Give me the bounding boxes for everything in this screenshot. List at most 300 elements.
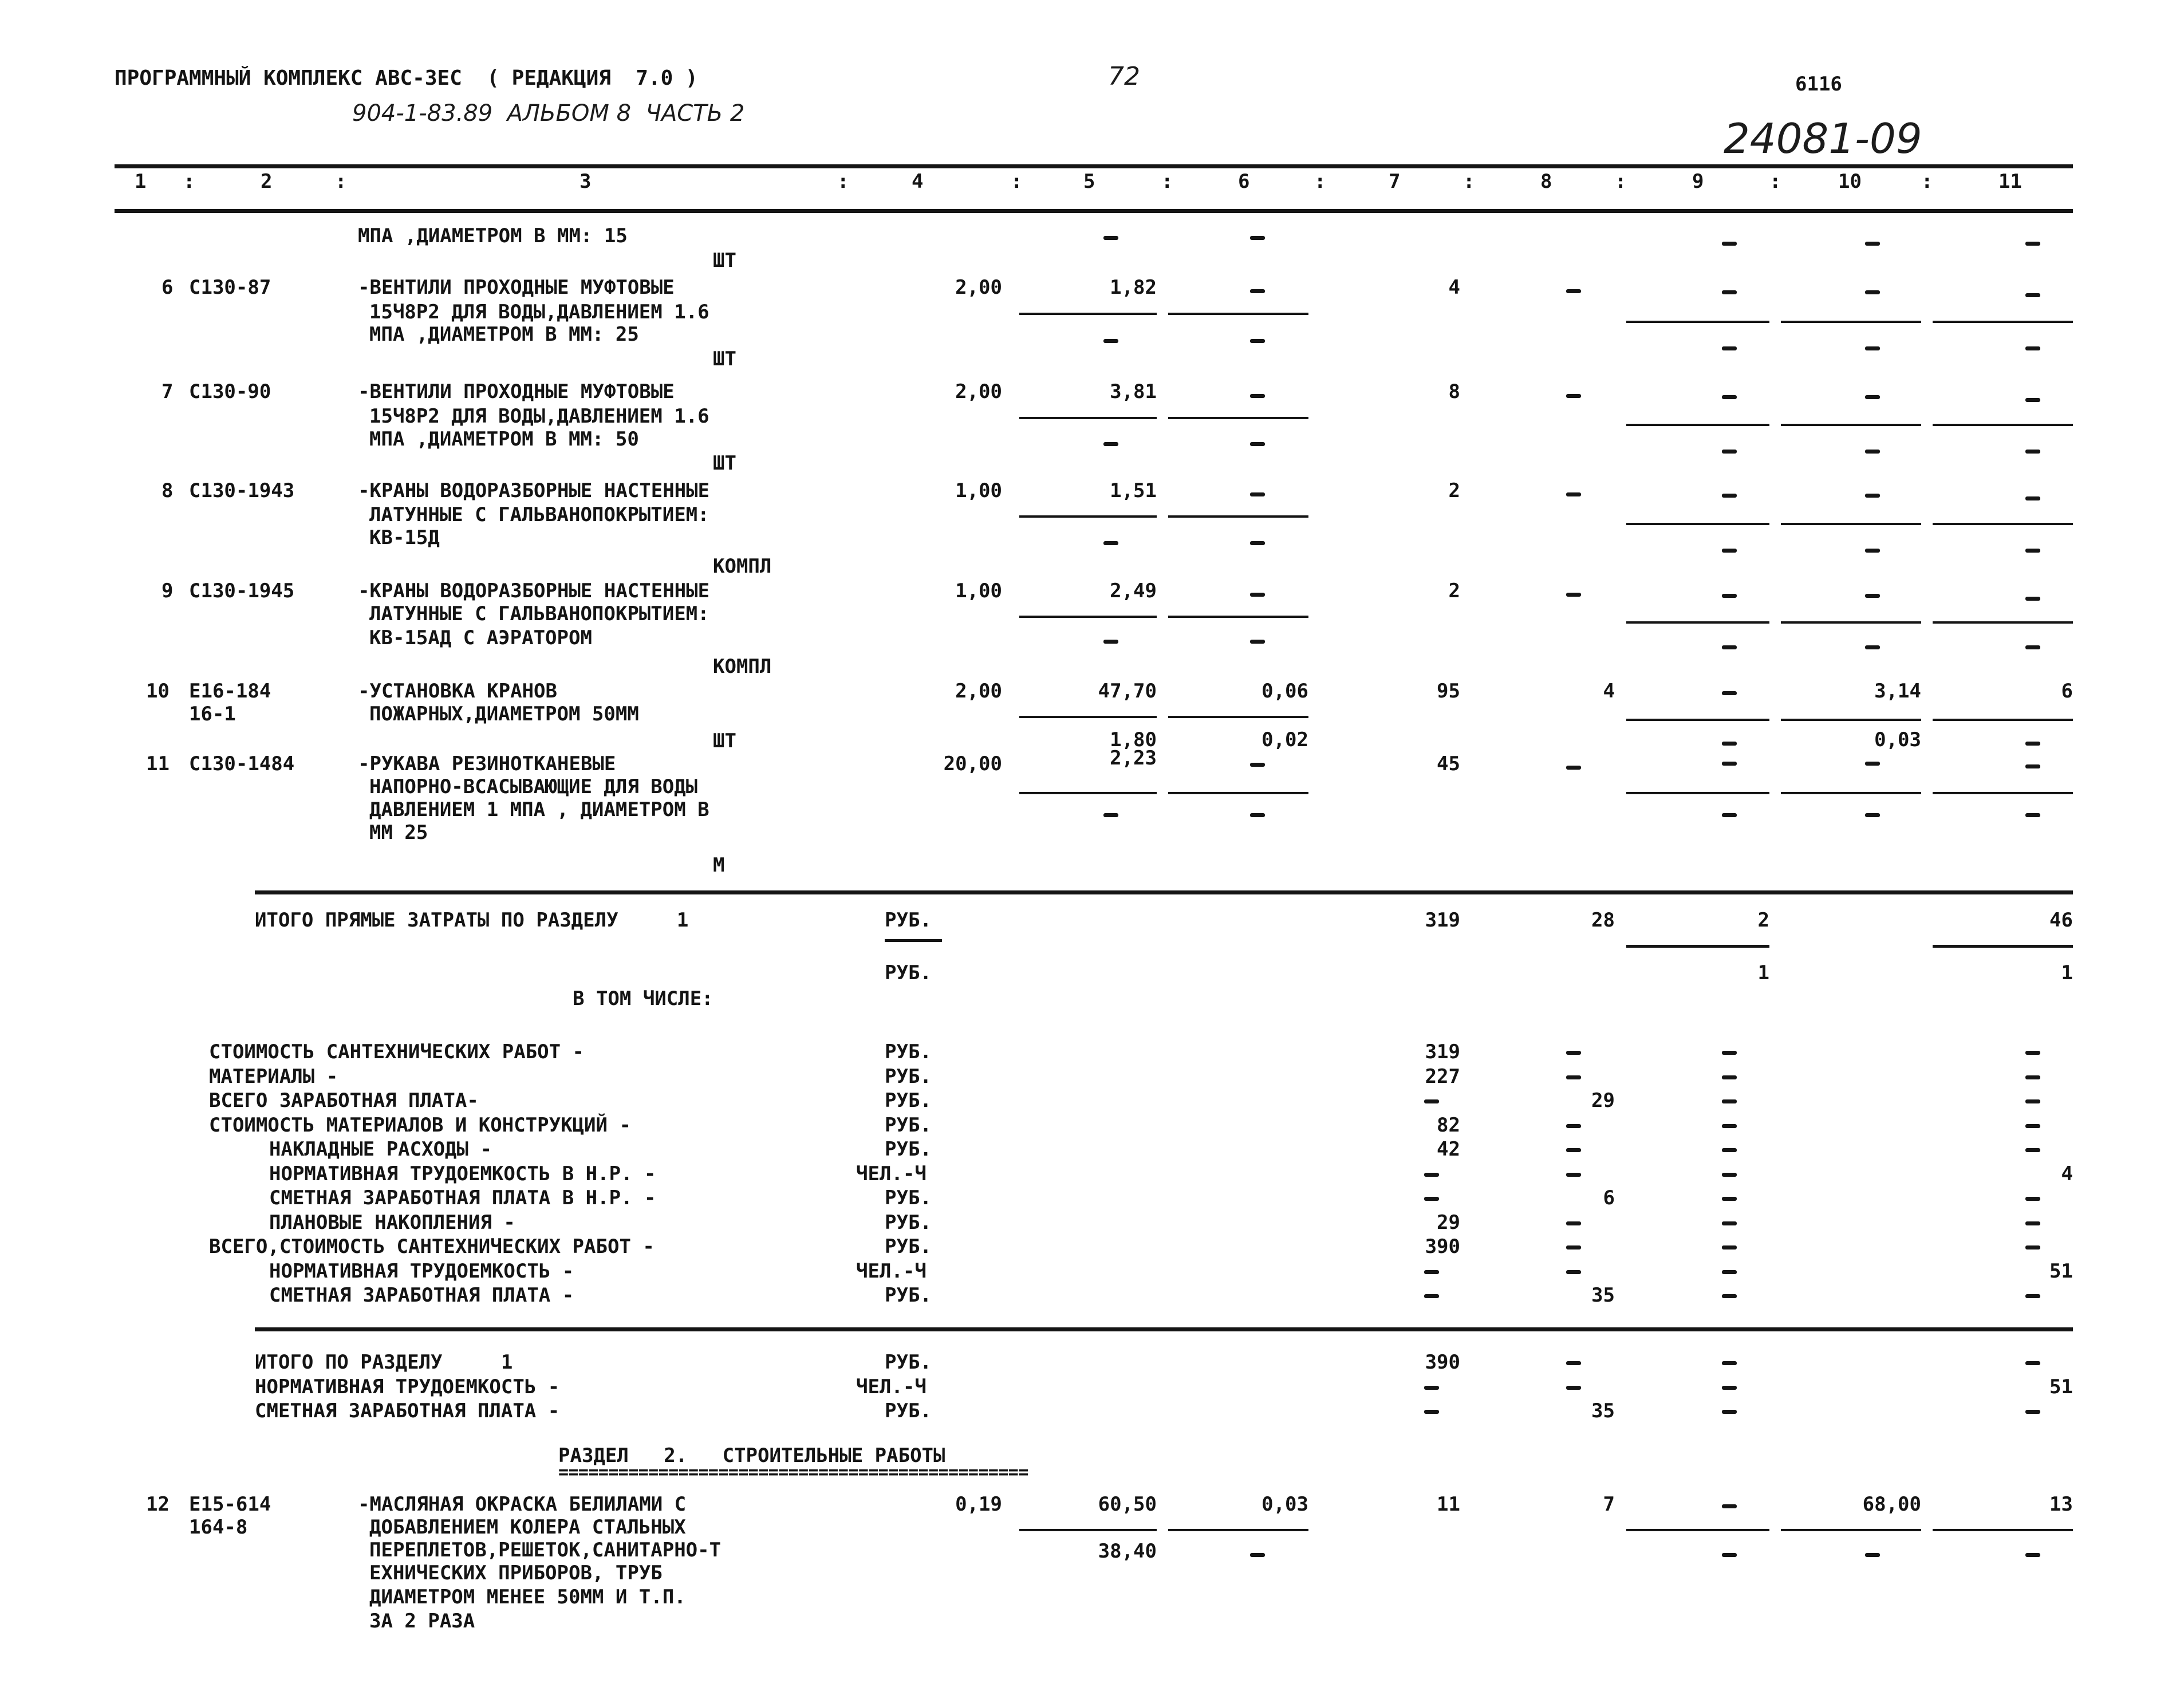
cell-col11: 46 — [2049, 909, 2073, 932]
dash — [1722, 549, 1737, 553]
summary-unit: РУБ. — [885, 1211, 932, 1234]
dash — [1566, 1245, 1581, 1249]
album-note: 904-1-83.89 АЛЬБОМ 8 ЧАСТЬ 2 — [352, 100, 745, 127]
cell-col7: 227 — [1425, 1065, 1460, 1088]
summary-unit: ЧЕЛ.-Ч — [856, 1259, 927, 1283]
rule — [1626, 321, 1769, 323]
rule — [1019, 313, 1157, 315]
dash — [2025, 597, 2040, 601]
dash — [2025, 242, 2040, 246]
dash — [1722, 242, 1737, 246]
rule — [1626, 945, 1769, 948]
row-code: Е15-614 — [189, 1493, 271, 1516]
dash — [1722, 1173, 1737, 1177]
rule — [1168, 716, 1308, 718]
column-header-9: 9 — [1692, 170, 1704, 193]
dash — [1424, 1173, 1439, 1177]
dash — [1566, 766, 1581, 770]
dash — [1566, 1075, 1581, 1079]
cell-col7: 2 — [1448, 580, 1460, 602]
row-description: ПЕРЕПЛЕТОВ,РЕШЕТОК,САНИТАРНО-Т — [369, 1539, 722, 1562]
row-description: МПА ,ДИАМЕТРОМ В ММ: 25 — [369, 323, 639, 346]
dash — [1865, 290, 1880, 294]
row-description: КВ-15Д — [369, 526, 440, 549]
cell-col7: 4 — [1448, 276, 1460, 299]
dash — [1722, 1221, 1737, 1225]
dash — [1865, 645, 1880, 649]
cell-col7: 390 — [1425, 1351, 1460, 1374]
dash — [1722, 691, 1737, 695]
rule — [1933, 523, 2073, 525]
row-description: МПА ,ДИАМЕТРОМ В ММ: 15 — [358, 224, 628, 247]
summary-unit: РУБ. — [885, 1138, 932, 1161]
cell-col5-secondary: 38,40 — [1098, 1540, 1157, 1563]
dash — [1250, 813, 1265, 817]
summary-label: МАТЕРИАЛЫ - — [209, 1065, 338, 1088]
column-separator: : — [837, 170, 849, 193]
dash — [2025, 742, 2040, 746]
summary-label: ИТОГО ПО РАЗДЕЛУ 1 — [255, 1351, 513, 1374]
dash — [1865, 242, 1880, 246]
row-unit: ШТ — [713, 452, 736, 475]
row-description: ДАВЛЕНИЕМ 1 МПА , ДИАМЕТРОМ В — [369, 798, 709, 821]
dash — [1722, 1361, 1737, 1365]
row-number: 10 — [146, 680, 169, 703]
dash — [1250, 339, 1265, 343]
row-number: 7 — [161, 380, 174, 403]
rule — [1781, 719, 1921, 721]
column-separator: : — [1161, 170, 1173, 193]
dash — [1722, 813, 1737, 817]
dash — [1722, 1270, 1737, 1274]
cell-col8: 4 — [1603, 680, 1615, 703]
summary-label: СТОИМОСТЬ САНТЕХНИЧЕСКИХ РАБОТ - — [209, 1040, 585, 1063]
row-quantity: 1,00 — [955, 580, 1002, 602]
row-description: ЛАТУННЫЕ С ГАЛЬВАНОПОКРЫТИЕМ: — [369, 503, 709, 526]
rule — [1019, 515, 1157, 518]
dash — [1722, 1051, 1737, 1055]
dash — [1722, 1294, 1737, 1298]
row-description: ЕХНИЧЕСКИХ ПРИБОРОВ, ТРУБ — [369, 1562, 663, 1584]
row-description: ДОБАВЛЕНИЕМ КОЛЕРА СТАЛЬНЫХ — [369, 1516, 686, 1539]
cell-col7: 82 — [1437, 1113, 1460, 1137]
dash — [1424, 1270, 1439, 1274]
summary-unit: РУБ. — [885, 1400, 932, 1422]
rule — [1168, 417, 1308, 419]
rule — [1781, 621, 1921, 624]
row-number: 12 — [146, 1493, 169, 1516]
summary-label: НОРМАТИВНАЯ ТРУДОЕМКОСТЬ В Н.Р. - — [269, 1162, 656, 1185]
summary-unit: РУБ. — [885, 1235, 932, 1258]
cell-col11: 4 — [2061, 1162, 2073, 1185]
row-description: НАПОРНО-ВСАСЫВАЮЩИЕ ДЛЯ ВОДЫ — [369, 775, 698, 798]
dash — [2025, 1148, 2040, 1152]
dash — [2025, 645, 2040, 649]
rule — [1626, 719, 1769, 721]
column-separator: : — [335, 170, 347, 193]
dash — [1250, 593, 1265, 597]
row-code: С130-90 — [189, 380, 271, 403]
cell-col7: 319 — [1425, 909, 1460, 932]
row-quantity: 2,00 — [955, 680, 1002, 703]
cell-col8: 28 — [1591, 909, 1615, 932]
dash — [2025, 1075, 2040, 1079]
row-number: 6 — [161, 276, 174, 299]
dash — [1722, 1197, 1737, 1201]
dash — [1103, 339, 1118, 343]
rule — [1019, 1529, 1157, 1531]
row-number: 8 — [161, 479, 174, 502]
dash — [1865, 762, 1880, 766]
dash — [2025, 1221, 2040, 1225]
dash — [1722, 762, 1737, 766]
cell-col11: 13 — [2049, 1493, 2073, 1516]
dash — [2025, 293, 2040, 297]
column-separator: : — [1011, 170, 1023, 193]
column-header-6: 6 — [1238, 170, 1250, 193]
summary-label: СМЕТНАЯ ЗАРАБОТНАЯ ПЛАТА - — [269, 1284, 574, 1307]
dash — [1566, 492, 1581, 496]
cell-col7: 45 — [1437, 752, 1460, 775]
row-description: МПА ,ДИАМЕТРОМ В ММ: 50 — [369, 428, 639, 451]
cell-col7: 11 — [1437, 1493, 1460, 1516]
dash — [1722, 494, 1737, 498]
dash — [2025, 1051, 2040, 1055]
rule — [1781, 523, 1921, 525]
cell-col7: 42 — [1437, 1138, 1460, 1161]
rule — [1019, 616, 1157, 618]
row-code-secondary: 16-1 — [189, 703, 236, 726]
summary-label: ВСЕГО ЗАРАБОТНАЯ ПЛАТА- — [209, 1089, 479, 1112]
summary-label: НАКЛАДНЫЕ РАСХОДЫ - — [269, 1138, 492, 1161]
dash — [1250, 492, 1265, 496]
row-quantity: 1,00 — [955, 479, 1002, 502]
rule — [1781, 1529, 1921, 1531]
dash — [1250, 763, 1265, 767]
row-unit: КОМПЛ — [713, 655, 772, 678]
rule — [1933, 719, 2073, 721]
row-quantity: 0,19 — [955, 1493, 1002, 1516]
dash — [1722, 645, 1737, 649]
cell-col5: 1,82 — [1110, 276, 1157, 299]
row-code: С130-1484 — [189, 752, 295, 775]
rule — [1168, 1529, 1308, 1531]
dash — [1566, 1124, 1581, 1128]
column-header-5: 5 — [1083, 170, 1095, 193]
dash — [1566, 1173, 1581, 1177]
rule — [1168, 616, 1308, 618]
column-separator: : — [1615, 170, 1627, 193]
column-separator: : — [1921, 170, 1933, 193]
cell-col5: 60,50 — [1098, 1493, 1157, 1516]
dash — [1566, 1270, 1581, 1274]
dash — [1566, 289, 1581, 293]
dash — [1250, 1553, 1265, 1557]
dash — [1865, 1553, 1880, 1557]
dash — [1722, 1075, 1737, 1079]
dash — [2025, 1197, 2040, 1201]
rule — [1933, 621, 2073, 624]
total-unit: РУБ. — [885, 961, 932, 984]
dash — [1722, 1124, 1737, 1128]
dash — [1566, 1051, 1581, 1055]
row-unit: М — [713, 854, 725, 877]
rule — [1168, 792, 1308, 794]
dash — [2025, 764, 2040, 768]
summary-unit: РУБ. — [885, 1187, 932, 1209]
rule — [1781, 792, 1921, 794]
row-number: 11 — [146, 752, 169, 775]
rule — [1019, 716, 1157, 718]
row-code: Е16-184 — [189, 680, 271, 703]
dash — [2025, 1294, 2040, 1298]
dash — [2025, 496, 2040, 500]
total-unit: РУБ. — [885, 909, 932, 932]
summary-label: НОРМАТИВНАЯ ТРУДОЕМКОСТЬ - — [255, 1375, 560, 1398]
dash — [1722, 1386, 1737, 1390]
dash — [2025, 1099, 2040, 1103]
program-title: ПРОГРАММНЫЙ КОМПЛЕКС АВС-3ЕС ( РЕДАКЦИЯ 7.0 ) — [115, 66, 698, 90]
dash — [1250, 394, 1265, 398]
dash — [1250, 236, 1265, 240]
summary-unit: РУБ. — [885, 1040, 932, 1063]
dash — [1722, 395, 1737, 399]
rule — [1933, 424, 2073, 426]
row-description: -РУКАВА РЕЗИНОТКАНЕВЫЕ — [358, 752, 616, 775]
dash — [1103, 236, 1118, 240]
row-description: 15Ч8Р2 ДЛЯ ВОДЫ,ДАВЛЕНИЕМ 1.6 — [369, 301, 709, 324]
cell-col11-secondary: 1 — [2061, 961, 2073, 984]
dash — [2025, 1361, 2040, 1365]
column-separator: : — [1769, 170, 1781, 193]
row-quantity: 20,00 — [943, 752, 1002, 775]
dash — [1865, 813, 1880, 817]
dash — [2025, 813, 2040, 817]
cell-col5-secondary: 1,80 — [1110, 728, 1157, 751]
total-label: ИТОГО ПРЯМЫЕ ЗАТРАТЫ ПО РАЗДЕЛУ 1 — [255, 909, 689, 932]
section2-title: РАЗДЕЛ 2. СТРОИТЕЛЬНЫЕ РАБОТЫ — [558, 1444, 945, 1467]
row-unit: ШТ — [713, 730, 736, 752]
summary-unit: РУБ. — [885, 1113, 932, 1137]
summary-label: СТОИМОСТЬ МАТЕРИАЛОВ И КОНСТРУКЦИЙ - — [209, 1113, 631, 1137]
column-header-4: 4 — [912, 170, 924, 193]
dash — [1566, 1221, 1581, 1225]
rule — [1781, 424, 1921, 426]
dash — [2025, 1245, 2040, 1249]
rule — [1626, 523, 1769, 525]
cell-col6: 0,06 — [1261, 680, 1308, 703]
row-description: -ВЕНТИЛИ ПРОХОДНЫЕ МУФТОВЫЕ — [358, 380, 675, 403]
dash — [1865, 594, 1880, 598]
summary-label: СМЕТНАЯ ЗАРАБОТНАЯ ПЛАТА В Н.Р. - — [269, 1187, 656, 1209]
column-separator: : — [1463, 170, 1475, 193]
row-description: ЗА 2 РАЗА — [369, 1610, 475, 1633]
rule — [1626, 424, 1769, 426]
cell-col5: 3,81 — [1110, 380, 1157, 403]
row-description: -ВЕНТИЛИ ПРОХОДНЫЕ МУФТОВЫЕ — [358, 276, 675, 299]
section-rule — [255, 1327, 2073, 1331]
row-description: ЛАТУННЫЕ С ГАЛЬВАНОПОКРЫТИЕМ: — [369, 602, 709, 625]
dash — [2025, 549, 2040, 553]
row-description: -УСТАНОВКА КРАНОВ — [358, 680, 557, 703]
dash — [1566, 593, 1581, 597]
cell-col6: 0,03 — [1261, 1493, 1308, 1516]
cell-col8: 29 — [1591, 1089, 1615, 1112]
cell-col7: 95 — [1437, 680, 1460, 703]
dash — [1103, 541, 1118, 545]
row-code-secondary: 164-8 — [189, 1516, 248, 1539]
header-bottom-rule — [115, 209, 2073, 213]
header-top-rule — [115, 164, 2073, 168]
dash — [1424, 1410, 1439, 1414]
dash — [2025, 1553, 2040, 1557]
cell-col7: 8 — [1448, 380, 1460, 403]
dash — [1722, 1504, 1737, 1508]
dash — [1424, 1099, 1439, 1103]
cell-col9: 2 — [1757, 909, 1769, 932]
row-description: ДИАМЕТРОМ МЕНЕЕ 50ММ И Т.П. — [369, 1586, 686, 1609]
rule — [1019, 417, 1157, 419]
dash — [1250, 289, 1265, 293]
cell-col7: 319 — [1425, 1040, 1460, 1063]
row-unit: ШТ — [713, 249, 736, 272]
cell-col11: 51 — [2049, 1375, 2073, 1398]
rule — [1933, 792, 2073, 794]
cell-col10: 3,14 — [1874, 680, 1921, 703]
dash — [1250, 442, 1265, 446]
dash — [1424, 1386, 1439, 1390]
breakdown-heading: В ТОМ ЧИСЛЕ: — [573, 987, 713, 1010]
dash — [1250, 640, 1265, 644]
row-description: ММ 25 — [369, 821, 428, 844]
summary-unit: РУБ. — [885, 1065, 932, 1088]
summary-label: ПЛАНОВЫЕ НАКОПЛЕНИЯ - — [269, 1211, 515, 1234]
cell-col9-secondary: 1 — [1757, 961, 1769, 984]
rule — [1168, 313, 1308, 315]
cell-col11: 6 — [2061, 680, 2073, 703]
dash — [2025, 1124, 2040, 1128]
dash — [1865, 549, 1880, 553]
column-header-11: 11 — [1998, 170, 2022, 193]
cell-col8: 35 — [1591, 1400, 1615, 1422]
rule — [1933, 1529, 2073, 1531]
dash — [1722, 1148, 1737, 1152]
summary-unit: РУБ. — [885, 1284, 932, 1307]
dash — [1103, 813, 1118, 817]
dash — [1722, 1099, 1737, 1103]
column-header-10: 10 — [1838, 170, 1862, 193]
dash — [1722, 346, 1737, 350]
row-code: С130-87 — [189, 276, 271, 299]
dash — [1566, 1148, 1581, 1152]
column-header-8: 8 — [1540, 170, 1552, 193]
cell-col5: 2,49 — [1110, 580, 1157, 602]
row-description: КВ-15АД С АЭРАТОРОМ — [369, 626, 592, 649]
dash — [2025, 450, 2040, 454]
row-code: С130-1943 — [189, 479, 295, 502]
summary-unit: ЧЕЛ.-Ч — [856, 1162, 927, 1185]
rule — [1019, 792, 1157, 794]
dash — [2025, 398, 2040, 402]
row-quantity: 2,00 — [955, 380, 1002, 403]
dash — [1865, 494, 1880, 498]
dash — [1722, 594, 1737, 598]
column-separator: : — [1314, 170, 1326, 193]
dash — [1722, 290, 1737, 294]
dash — [1103, 640, 1118, 644]
cell-col10: 68,00 — [1862, 1493, 1921, 1516]
row-description: -КРАНЫ ВОДОРАЗБОРНЫЕ НАСТЕННЫЕ — [358, 580, 710, 602]
row-description: 15Ч8Р2 ДЛЯ ВОДЫ,ДАВЛЕНИЕМ 1.6 — [369, 405, 709, 428]
dash — [1865, 395, 1880, 399]
rule — [1626, 1529, 1769, 1531]
dash — [1566, 1361, 1581, 1365]
row-number: 9 — [161, 580, 174, 602]
rule — [1781, 321, 1921, 323]
rule — [1168, 515, 1308, 518]
dash — [1424, 1197, 1439, 1201]
column-separator: : — [183, 170, 195, 193]
dash — [1722, 742, 1737, 746]
column-header-3: 3 — [579, 170, 592, 193]
dash — [1103, 442, 1118, 446]
summary-label: ВСЕГО,СТОИМОСТЬ САНТЕХНИЧЕСКИХ РАБОТ - — [209, 1235, 655, 1258]
cell-col5: 47,70 — [1098, 680, 1157, 703]
rule — [1933, 321, 2073, 323]
dash — [2025, 1410, 2040, 1414]
summary-label: СМЕТНАЯ ЗАРАБОТНАЯ ПЛАТА - — [255, 1400, 560, 1422]
dash — [1722, 1245, 1737, 1249]
rule — [1626, 792, 1769, 794]
row-unit: ШТ — [713, 348, 736, 370]
dash — [1566, 394, 1581, 398]
summary-label: НОРМАТИВНАЯ ТРУДОЕМКОСТЬ - — [269, 1259, 574, 1283]
row-code: С130-1945 — [189, 580, 295, 602]
row-unit: КОМПЛ — [713, 555, 772, 578]
row-description: ПОЖАРНЫХ,ДИАМЕТРОМ 50ММ — [369, 703, 639, 726]
row-description: -КРАНЫ ВОДОРАЗБОРНЫЕ НАСТЕННЫЕ — [358, 479, 710, 502]
summary-unit: РУБ. — [885, 1351, 932, 1374]
dash — [1566, 1386, 1581, 1390]
cell-col6-secondary: 0,02 — [1261, 728, 1308, 751]
cell-col7: 2 — [1448, 479, 1460, 502]
page-number: 72 — [1108, 62, 1140, 91]
section-rule — [255, 890, 2073, 894]
summary-unit: ЧЕЛ.-Ч — [856, 1375, 927, 1398]
cell-col7: 29 — [1437, 1211, 1460, 1234]
dash — [1424, 1294, 1439, 1298]
cell-col10-secondary: 0,03 — [1874, 728, 1921, 751]
cell-col5: 1,51 — [1110, 479, 1157, 502]
handwritten-stamp: 24081-09 — [1724, 115, 1922, 163]
rule — [1626, 621, 1769, 624]
cell-col11: 51 — [2049, 1259, 2073, 1283]
cell-col7: 390 — [1425, 1235, 1460, 1258]
document-code: 6116 — [1795, 73, 1842, 96]
rule — [1933, 945, 2073, 948]
row-description: -МАСЛЯНАЯ ОКРАСКА БЕЛИЛАМИ С — [358, 1493, 687, 1516]
summary-unit: РУБ. — [885, 1089, 932, 1112]
dash — [1865, 450, 1880, 454]
dash — [1722, 450, 1737, 454]
column-header-1: 1 — [135, 170, 147, 193]
rule — [885, 939, 942, 942]
dash — [1722, 1553, 1737, 1557]
dash — [1250, 541, 1265, 545]
dash — [2025, 346, 2040, 350]
dash — [1865, 346, 1880, 350]
cell-col8: 7 — [1603, 1493, 1615, 1516]
